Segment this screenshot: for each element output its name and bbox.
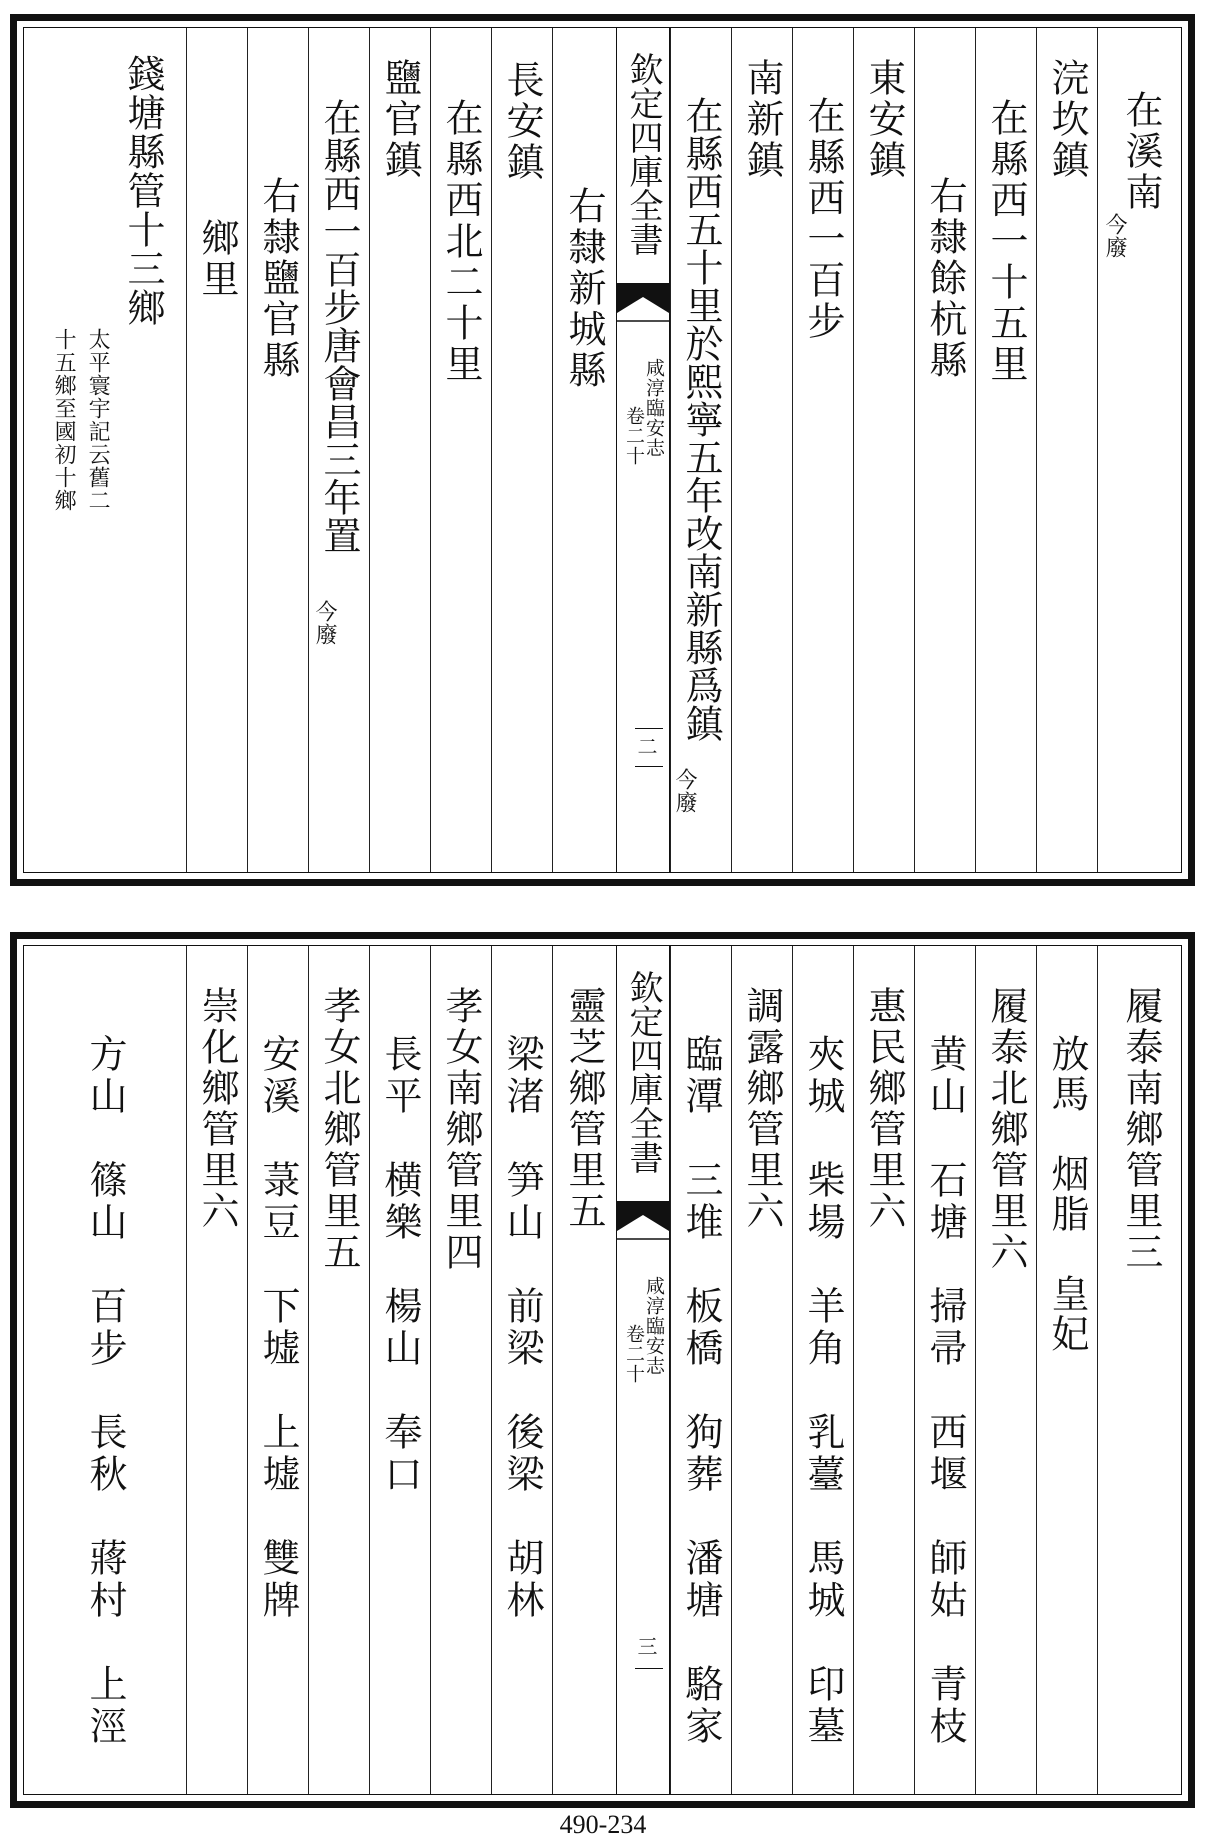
bottom-col-10-text: 梁渚 笋山 前梁 後梁 胡林 (500, 1034, 544, 1622)
bottom-col-14 (247, 946, 308, 1794)
bottom-folio-number: 三 (634, 1636, 658, 1656)
bottom-col-9 (552, 946, 616, 1794)
bottom-col-2 (1036, 946, 1097, 1794)
top-page-frame (23, 27, 1182, 873)
top-col-14 (247, 28, 308, 872)
top-col-16-note-1: 太平寰宇記云舊二 (85, 328, 111, 512)
bottom-col-4 (914, 946, 975, 1794)
bottom-col-1-text: 履泰南鄉管里三 (1119, 986, 1163, 1273)
top-col-7 (731, 28, 792, 872)
top-col-9 (552, 28, 616, 872)
bottom-col-16-text: 方山 篠山 百步 長秋 蔣村 上涇 (83, 1034, 127, 1748)
bottom-col-8 (670, 946, 731, 1794)
bottom-col-12 (369, 946, 430, 1794)
top-col-11-text: 在縣西北二十里 (439, 98, 483, 385)
top-col-8-text: 在縣西五十里於熙寧五年改南新縣爲鎮 (679, 96, 723, 742)
top-col-16 (24, 28, 186, 872)
bottom-col-1 (1097, 946, 1184, 1794)
top-col-1 (1097, 28, 1184, 872)
top-col-3-text: 在縣西一十五里 (984, 98, 1028, 385)
top-col-13 (308, 28, 369, 872)
top-col-12 (369, 28, 430, 872)
bottom-col-14-text: 安溪 菉豆 下墟 上墟 雙牌 (256, 1034, 300, 1622)
bottom-fish-tail-mark (617, 1201, 669, 1241)
bottom-col-11-text: 孝女南鄉管里四 (439, 986, 483, 1273)
bottom-center-subtitle-2: 卷二十 (622, 1324, 645, 1384)
bottom-col-15 (186, 946, 247, 1794)
bottom-col-4-text: 黄山 石塘 掃帚 西堰 師姑 青枝 (923, 1034, 967, 1748)
bottom-col-10 (491, 946, 552, 1794)
top-col-2-text: 浣坎鎮 (1045, 58, 1089, 181)
bottom-col-3 (975, 946, 1036, 1794)
top-col-13-note: 今廢 (312, 600, 338, 646)
top-col-4 (914, 28, 975, 872)
bottom-col-6-text: 夾城 柴場 羊角 乳薹 馬城 印墓 (801, 1034, 845, 1748)
bottom-folio-upper-line (635, 1668, 663, 1669)
top-col-1-note: 今廢 (1102, 213, 1128, 259)
bottom-col-7 (731, 946, 792, 1794)
top-col-7-text: 南新鎮 (740, 58, 784, 181)
top-col-12-text: 鹽官鎮 (378, 58, 422, 181)
bottom-center-column (616, 946, 670, 1794)
top-col-8 (670, 28, 731, 872)
top-col-5-text: 東安鎮 (862, 58, 906, 181)
top-col-9-text: 右隸新城縣 (562, 186, 606, 391)
top-center-subtitle-1: 咸淳臨安志 (642, 358, 665, 458)
top-col-8-note: 今廢 (672, 768, 698, 814)
top-col-2 (1036, 28, 1097, 872)
bottom-col-7-text: 調露鄉管里六 (740, 986, 784, 1232)
bottom-col-12-text: 長平 横樂 楊山 奉口 (378, 1034, 422, 1496)
bottom-col-5 (853, 946, 914, 1794)
top-col-10-text: 長安鎮 (500, 60, 544, 183)
top-col-3 (975, 28, 1036, 872)
bottom-page-frame (23, 945, 1182, 1795)
bottom-page-panel (10, 932, 1195, 1808)
top-page-panel (10, 14, 1195, 886)
bottom-col-13-text: 孝女北鄉管里五 (317, 986, 361, 1273)
top-folio-lower-line (635, 766, 663, 767)
top-fish-tail-mark (617, 283, 669, 323)
top-col-16-text: 錢塘縣管十三鄉 (121, 54, 165, 327)
bottom-col-2-text: 放馬 烟脂 皇妃 (1045, 1034, 1089, 1354)
top-col-10 (491, 28, 552, 872)
bottom-col-5-text: 惠民鄉管里六 (862, 986, 906, 1232)
top-col-6 (792, 28, 853, 872)
top-col-6-text: 在縣西一百步 (801, 96, 845, 342)
top-col-11 (430, 28, 491, 872)
top-center-title: 欽定四庫全書 (623, 52, 663, 256)
top-col-4-text: 右隸餘杭縣 (923, 176, 967, 381)
bottom-center-title: 欽定四庫全書 (623, 970, 663, 1174)
top-center-column (616, 28, 670, 872)
bottom-col-16 (24, 946, 186, 1794)
bottom-col-8-text: 臨潭 三堆 板橋 狗葬 潘塘 駱家 (679, 1034, 723, 1748)
page-number: 490-234 (559, 1810, 647, 1839)
top-col-15 (186, 28, 247, 872)
top-center-subtitle-2: 卷二十 (622, 406, 645, 466)
top-col-13-text: 在縣西一百步唐會昌三年置 (317, 98, 361, 554)
top-col-15-text: 鄉里 (195, 218, 239, 300)
bottom-col-9-text: 靈芝鄉管里五 (562, 986, 606, 1232)
top-col-1-text: 在溪南 (1119, 90, 1163, 213)
bottom-col-15-text: 崇化鄉管里六 (195, 986, 239, 1232)
bottom-col-3-text: 履泰北鄉管里六 (984, 986, 1028, 1273)
top-folio-upper-line (635, 728, 663, 729)
bottom-center-subtitle-1: 咸淳臨安志 (642, 1276, 665, 1376)
top-folio-number: 二 (634, 736, 658, 756)
top-col-14-text: 右隸鹽官縣 (256, 176, 300, 381)
bottom-col-6 (792, 946, 853, 1794)
bottom-col-11 (430, 946, 491, 1794)
bottom-col-13 (308, 946, 369, 1794)
top-col-16-note-2: 十五鄉至國初十鄉 (51, 328, 77, 512)
top-col-5 (853, 28, 914, 872)
